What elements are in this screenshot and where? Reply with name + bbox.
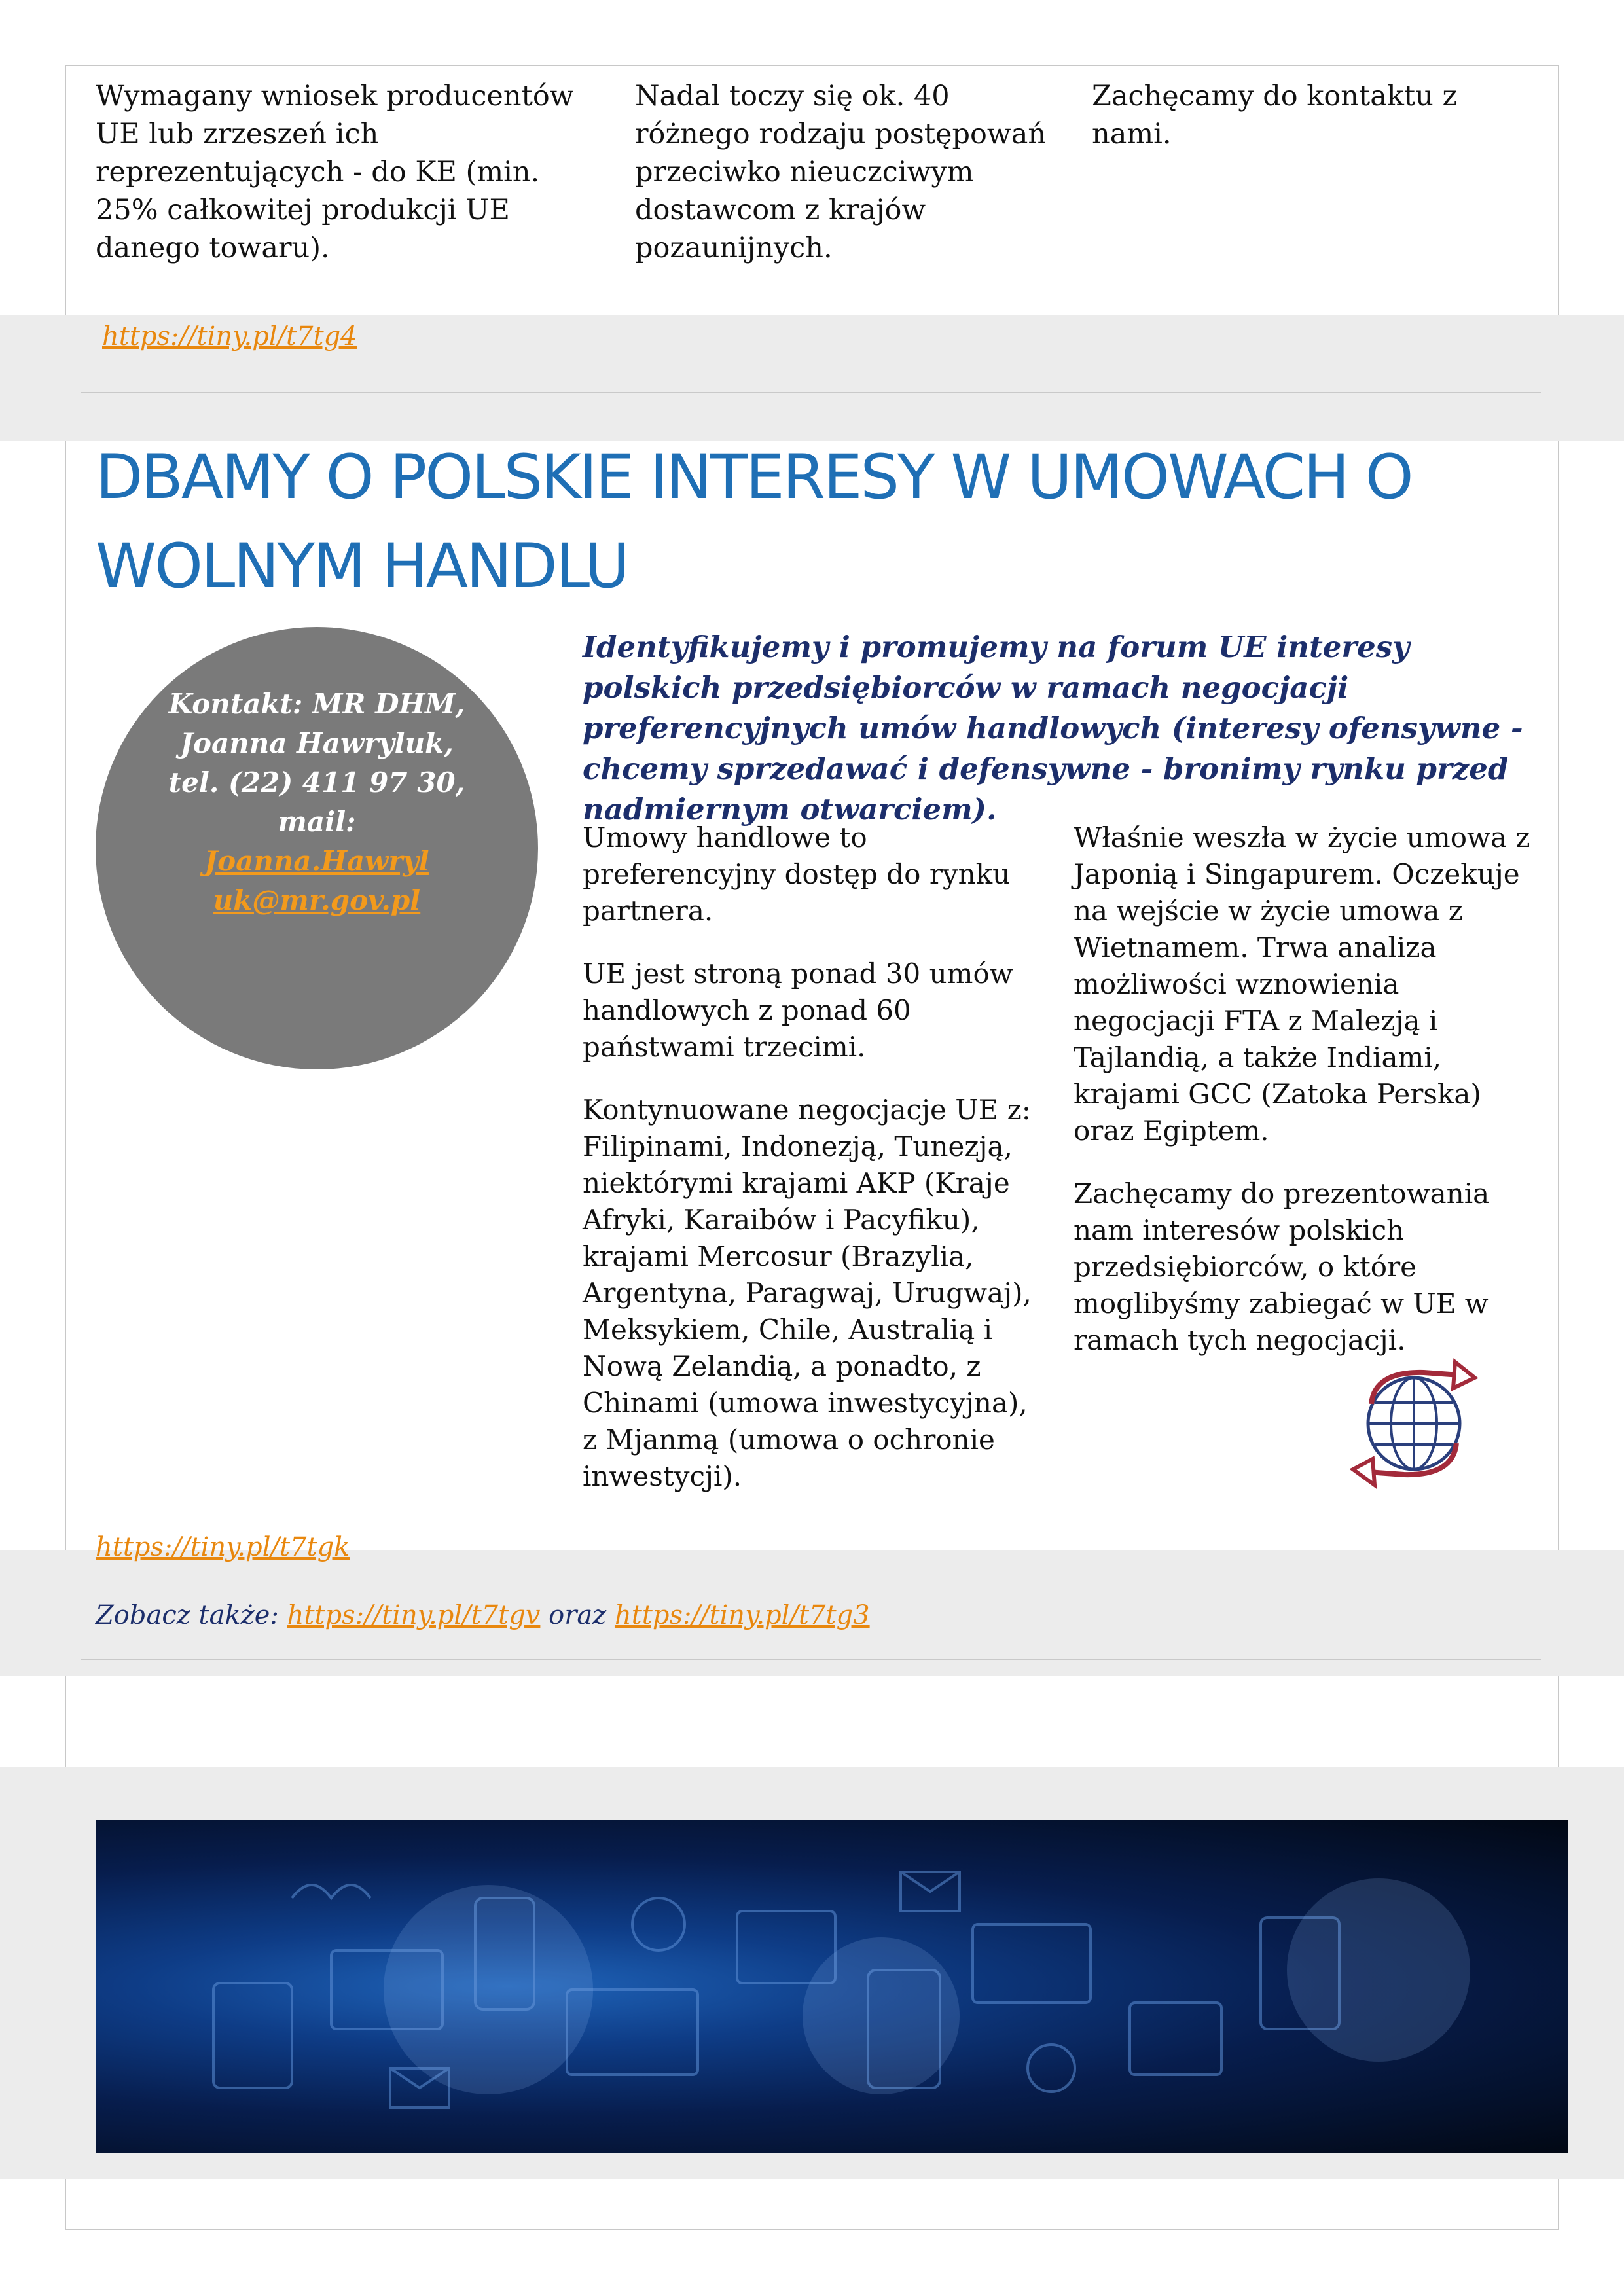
footer-link-row-1 — [96, 1529, 350, 1566]
top-column-2: Nadal toczy się ok. 40 różnego rodzaju postępowań przeciwko nieuczciwym dostawcom z krajów pozaunijnych. — [635, 80, 1047, 264]
contact-mail-row — [163, 802, 471, 881]
and-label: oraz — [540, 1600, 615, 1630]
body-column-left — [583, 819, 1041, 1521]
divider-top — [81, 392, 1541, 393]
body-left-paragraph-2: UE jest stroną ponad 30 umów handlowych z ponad 60 państwami trzecimi. — [583, 958, 1013, 1063]
contact-line-1: Kontakt: MR DHM, — [168, 688, 465, 720]
body-right-paragraph-2: Zachęcamy do prezentowania nam interesów polskich przedsiębiorców, o które moglibyśmy zabiegać w UE w ramach tych negocjacji. — [1074, 1177, 1490, 1356]
contact-mail-row-2 — [163, 881, 471, 920]
contact-mail-link-1[interactable]: Joanna.Hawryl — [204, 845, 429, 877]
digital-devices-banner — [96, 1820, 1568, 2153]
footer-link-2[interactable]: https://tiny.pl/t7tgv — [287, 1600, 541, 1630]
top-link[interactable]: https://tiny.pl/t7tg4 — [102, 321, 357, 351]
divider-footer — [81, 1659, 1541, 1660]
lead-paragraph: Identyfikujemy i promujemy na forum UE interesy polskich przedsiębiorców w ramach negocjacji preferencyjnych umów handlowych (interesy ofensywne - chcemy sprzedawać i defensywne - bronimy rynku przed nadmiernym otwarciem). — [583, 630, 1523, 827]
footer-see-also-row — [96, 1597, 870, 1634]
globe-exchange-icon — [1345, 1358, 1483, 1489]
top-column-1: Wymagany wniosek producentów UE lub zrzeszeń ich reprezentujących - do KE (min. 25% całkowitej produkcji UE danego towaru). — [96, 80, 574, 264]
contact-line-2: Joanna Hawryluk, — [180, 727, 454, 759]
body-left-paragraph-1: Umowy handlowe to preferencyjny dostęp do rynku partnera. — [583, 821, 1011, 927]
page-title: DBAMY O POLSKIE INTERESY W UMOWACH O WOLNYM HANDLU — [96, 442, 1412, 602]
top-column-3: Zachęcamy do kontaktu z nami. — [1092, 80, 1458, 151]
contact-circle — [96, 627, 538, 1069]
body-right-paragraph-1: Właśnie weszła w życie umowa z Japonią i Singapurem. Oczekuje na wejście w życie umowa z Wietnamem. Trwa analiza możliwości wznowienia negocjacji FTA z Malezją i Tajlandią, a także Indiami, krajami GCC (Zatoka Perska) oraz Egiptem. — [1074, 821, 1530, 1147]
banner-device-icons — [96, 1820, 1568, 2153]
footer-link-3[interactable]: https://tiny.pl/t7tg3 — [614, 1600, 870, 1630]
contact-mail-link-2[interactable]: uk@mr.gov.pl — [213, 884, 421, 916]
contact-line-3: tel. (22) 411 97 30, — [168, 766, 465, 798]
footer-link-1[interactable]: https://tiny.pl/t7tgk — [96, 1532, 350, 1562]
see-also-label: Zobacz także: — [96, 1600, 287, 1630]
contact-mail-label: mail: — [278, 806, 356, 838]
body-left-paragraph-3: Kontynuowane negocjacje UE z: Filipinami, Indonezją, Tunezją, niektórymi krajami AKP (Kraje Afryki, Karaibów i Pacyfiku), krajami Mercosur (Brazylia, Argentyna, Paragwaj, Urugwaj), Meksykiem, Chile, Australią i Nową Zelandią, a ponadto, z Chinami (umowa inwestycyjna), z Mjanmą (umowa o ochronie inwestycji). — [583, 1094, 1032, 1492]
contact-text — [163, 685, 471, 920]
body-column-right — [1074, 819, 1538, 1385]
